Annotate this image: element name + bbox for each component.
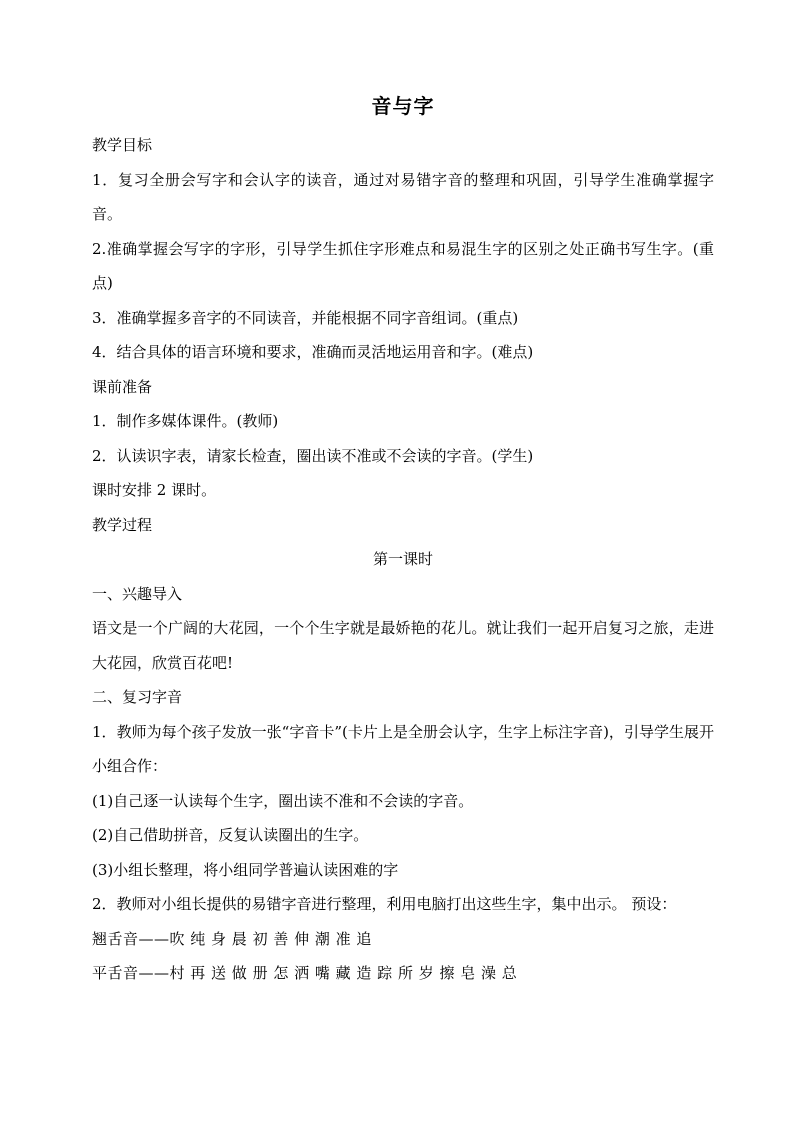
prep-item-1: 1．制作多媒体课件。(教师) xyxy=(92,412,279,430)
part1-text: 语文是一个广阔的大花园，一个个生字就是最娇艳的花儿。就让我们一起开启复习之旅，走进大花园，欣赏百花吧! xyxy=(92,619,714,672)
part1-heading: 一、兴趣导入 xyxy=(92,584,183,603)
process-heading: 教学过程 xyxy=(92,515,153,534)
goal-item-2: 2.准确掌握会写字的字形，引导学生抓住字形难点和易混生字的区别之处正确书写生字。(重点) xyxy=(92,239,714,292)
lesson-heading: 第一课时 xyxy=(372,550,433,568)
goal-item-4: 4．结合具体的语言环境和要求，准确而灵活地运用音和字。(难点) xyxy=(92,343,534,361)
part2-sub-3: (3)小组长整理，将小组同学普遍认读困难的字 xyxy=(92,860,399,879)
goal-item-3: 3．准确掌握多音字的不同读音，并能根据不同字音组词。(重点) xyxy=(92,308,519,327)
part2-sub-1: (1)自己逐一认读每个生字，圈出读不准和不会读的字音。 xyxy=(92,791,474,810)
part2-item-1: 1．教师为每个孩子发放一张“字音卡”(卡片上是全册会认字，生字上标注字音)，引导学生展开小组合作： xyxy=(92,722,714,775)
prep-heading: 课前准备 xyxy=(92,377,153,396)
document-page xyxy=(92,90,714,991)
prep-item-2: 2．认读识字表，请家长检查，圈出读不准或不会读的字音。(学生) xyxy=(92,446,534,465)
part2-item-2: 2．教师对小组长提供的易错字音进行整理，利用电脑打出这些生字，集中出示。 预设： xyxy=(92,895,677,913)
part2-heading: 二、复习字音 xyxy=(92,688,183,706)
document-title: 音与字 xyxy=(371,94,435,118)
flat-list: 平舌音——村 再 送 做 册 怎 洒 嘴 藏 造 踪 所 岁 擦 皂 澡 总 xyxy=(92,964,518,982)
goal-item-1: 1．复习全册会写字和会认字的读音，通过对易错字音的整理和巩固，引导学生准确掌握字音。 xyxy=(92,170,714,223)
schedule-text: 课时安排 2 课时。 xyxy=(92,481,217,499)
retroflex-list: 翘舌音——吹 纯 身 晨 初 善 伸 潮 准 追 xyxy=(92,929,372,948)
part2-sub-2: (2)自己借助拼音，反复认读圈出的生字。 xyxy=(92,826,369,844)
goals-heading: 教学目标 xyxy=(92,136,153,154)
